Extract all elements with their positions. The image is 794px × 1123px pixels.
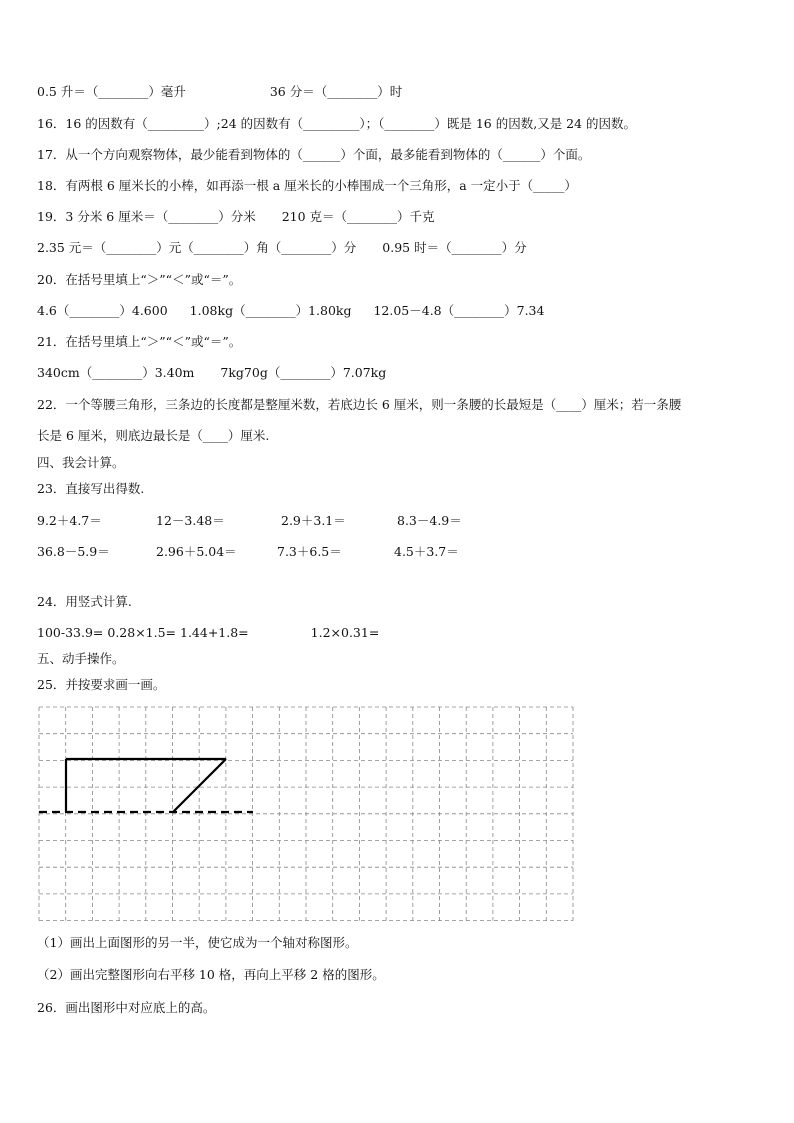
question-22-line2: 长是 6 厘米，则底边最长是（____）厘米. bbox=[37, 428, 270, 443]
yuan-conversion: 2.35 元＝（________）元（________）角（________）分 bbox=[37, 240, 357, 255]
question-17: 17．从一个方向观察物体，最少能看到物体的（______）个面，最多能看到物体的（______）个面。 bbox=[37, 147, 591, 162]
line-unit-conversion-1 bbox=[37, 84, 402, 100]
compare-20a: 4.6（________）4.600 bbox=[37, 303, 168, 318]
vertical-calc-group: 100-33.9= 0.28×1.5= 1.44+1.8= bbox=[37, 625, 249, 640]
calc-item: 12－3.48＝ bbox=[156, 513, 225, 528]
grid-lines bbox=[39, 707, 573, 921]
calc-item: 2.96＋5.04＝ bbox=[156, 544, 237, 559]
question-25-part2: （2）画出完整图形向右平移 10 格，再向上平移 2 格的图形。 bbox=[37, 967, 385, 982]
dm-conversion: 19．3 分米 6 厘米＝（________）分米 bbox=[37, 209, 256, 224]
compare-21a: 340cm（________）3.40m bbox=[37, 365, 195, 380]
question-24-items bbox=[37, 625, 379, 641]
question-25: 25．并按要求画一画。 bbox=[37, 677, 166, 692]
calc-item: 8.3－4.9＝ bbox=[397, 513, 462, 528]
grid-canvas bbox=[37, 705, 577, 923]
kg-conversion: 210 克＝（________）千克 bbox=[281, 209, 435, 224]
minute-conversion: 0.95 时＝（________）分 bbox=[382, 240, 527, 255]
calc-item: 2.9＋3.1＝ bbox=[281, 513, 346, 528]
section-5-heading: 五、动手操作。 bbox=[37, 651, 125, 666]
compare-21 bbox=[37, 365, 386, 381]
drawing-grid bbox=[37, 705, 577, 927]
compare-21b: 7kg70g（________）7.07kg bbox=[220, 365, 387, 380]
calc-item: 9.2＋4.7＝ bbox=[37, 513, 102, 528]
question-16: 16．16 的因数有（_________）;24 的因数有（_________）；（________）既是 16 的因数,又是 24 的因数。 bbox=[37, 116, 637, 131]
vertical-calc-item: 1.2×0.31= bbox=[310, 625, 380, 640]
line-money-time bbox=[37, 240, 527, 256]
calc-item: 7.3＋6.5＝ bbox=[277, 544, 342, 559]
question-24: 24．用竖式计算. bbox=[37, 594, 132, 609]
question-25-part1: （1）画出上面图形的另一半，使它成为一个轴对称图形。 bbox=[37, 935, 358, 950]
hour-conversion: 36 分＝（________）时 bbox=[269, 84, 403, 99]
question-21: 21．在括号里填上“＞”“＜”或“＝”。 bbox=[37, 334, 242, 349]
compare-20 bbox=[37, 303, 544, 319]
calc-item: 36.8－5.9＝ bbox=[37, 544, 110, 559]
section-4-heading: 四、我会计算。 bbox=[37, 455, 125, 470]
question-19 bbox=[37, 209, 435, 225]
compare-20c: 12.05－4.8（________）7.34 bbox=[373, 303, 545, 318]
question-22-line1: 22．一个等腰三角形，三条边的长度都是整厘米数，若底边长 6 厘米，则一条腰的长最短是（____）厘米；若一条腰 bbox=[37, 397, 682, 412]
question-18: 18．有两根 6 厘米长的小棒，如再添一根 a 厘米长的小棒围成一个三角形，a 一定小于（_____） bbox=[37, 178, 577, 193]
question-26: 26．画出图形中对应底上的高。 bbox=[37, 1000, 216, 1015]
calc-item: 4.5＋3.7＝ bbox=[394, 544, 459, 559]
ml-conversion: 0.5 升＝（________）毫升 bbox=[37, 84, 186, 99]
compare-20b: 1.08kg（________）1.80kg bbox=[189, 303, 352, 318]
question-20: 20．在括号里填上“＞”“＜”或“＝”。 bbox=[37, 272, 242, 287]
question-23: 23．直接写出得数. bbox=[37, 481, 145, 496]
